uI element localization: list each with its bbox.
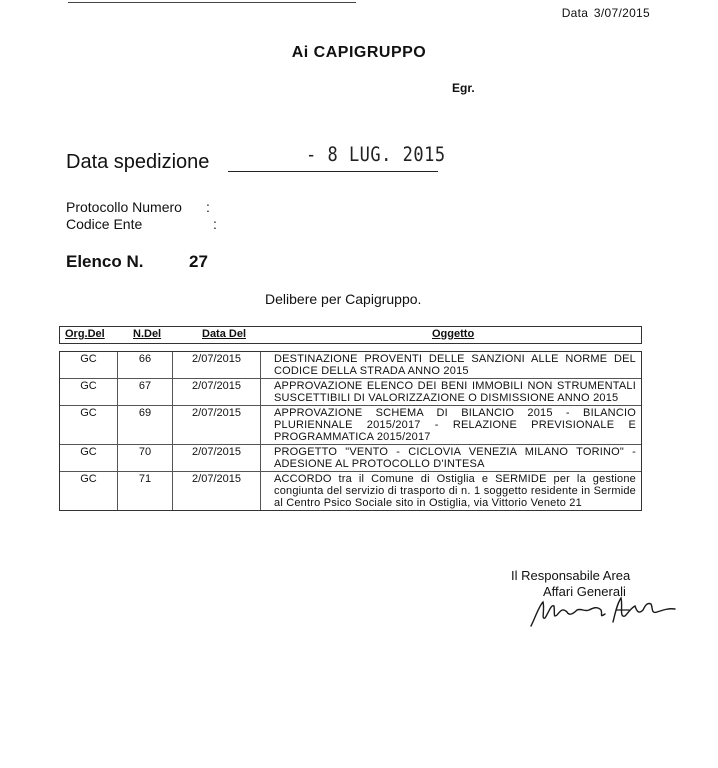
cell-subject: APPROVAZIONE ELENCO DEI BENI IMMOBILI NON STRUMENTALI SUSCETTIBILI DI VALORIZZAZIONE O DISMISSIONE ANNO 2015 [274, 380, 636, 404]
date-label: Data [561, 6, 589, 20]
header-oggetto: Oggetto [432, 328, 475, 340]
deliberations-table [59, 351, 642, 511]
cell-subject: PROGETTO "VENTO - CICLOVIA VENEZIA MILANO TORINO" - ADESIONE AL PROTOCOLLO D'INTESA [274, 446, 636, 470]
table-row [60, 445, 641, 472]
cell-date: 2/07/2015 [173, 379, 261, 405]
table-row [60, 472, 641, 510]
cell-number: 70 [118, 445, 173, 471]
cell-org: GC [60, 445, 118, 471]
header-org-del: Org.Del [65, 328, 105, 340]
cell-org: GC [60, 472, 118, 510]
cell-number: 67 [118, 379, 173, 405]
recipient-salutation: Egr. [452, 81, 475, 95]
signatory-department: Affari Generali [543, 584, 626, 599]
cell-org: GC [60, 379, 118, 405]
cell-org: GC [60, 406, 118, 444]
cell-org: GC [60, 352, 118, 378]
entity-code-label: Codice Ente [66, 216, 143, 232]
date-value: 3/07/2015 [593, 6, 650, 20]
page-title: Ai CAPIGRUPPO [291, 44, 427, 61]
table-row [60, 352, 641, 379]
shipment-date-line [228, 171, 438, 172]
protocol-number-label: Protocollo Numero [66, 199, 182, 215]
table-row [60, 379, 641, 406]
table-header [59, 326, 642, 344]
signatory-title: Il Responsabile Area [511, 568, 631, 583]
table-row [60, 406, 641, 445]
cell-subject: ACCORDO tra il Comune di Ostiglia e SERMIDE per la gestione congiunta del servizio di trasporto di n. 1 soggetto residente in Sermide al Centro Psico Sociale sito in Ostiglia, via Vittorio Veneto 21 [274, 473, 636, 509]
entity-code-colon: : [213, 216, 217, 232]
protocol-number-colon: : [206, 199, 210, 215]
section-subtitle: Delibere per Capigruppo. [265, 291, 422, 307]
cell-number: 66 [118, 352, 173, 378]
shipment-date-label: Data spedizione [66, 151, 210, 173]
cell-number: 69 [118, 406, 173, 444]
list-number-value: 27 [189, 252, 208, 271]
cell-date: 2/07/2015 [173, 472, 261, 510]
top-rule [68, 2, 356, 3]
list-number-label: Elenco N. [66, 252, 144, 271]
header-n-del: N.Del [133, 328, 162, 340]
shipment-date-stamp: - 8 LUG. 2015 [306, 143, 446, 167]
document-date [560, 6, 650, 20]
cell-number: 71 [118, 472, 173, 510]
cell-date: 2/07/2015 [173, 406, 261, 444]
cell-date: 2/07/2015 [173, 445, 261, 471]
handwritten-signature [527, 588, 677, 630]
header-data-del: Data Del [202, 328, 247, 340]
cell-subject: DESTINAZIONE PROVENTI DELLE SANZIONI ALLE NORME DEL CODICE DELLA STRADA ANNO 2015 [274, 353, 636, 377]
cell-date: 2/07/2015 [173, 352, 261, 378]
cell-subject: APPROVAZIONE SCHEMA DI BILANCIO 2015 - BILANCIO PLURIENNALE 2015/2017 - RELAZIONE PREVISIONALE E PROGRAMMATICA 2015/2017 [274, 407, 636, 443]
